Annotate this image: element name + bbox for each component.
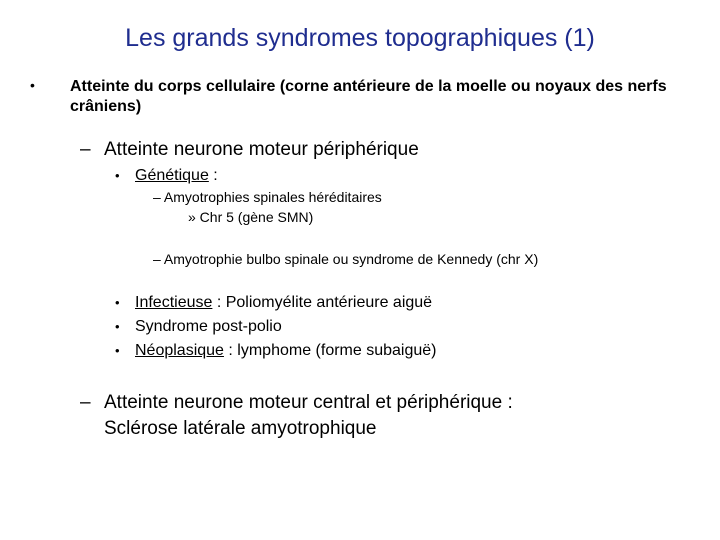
bullet-marker: • [115, 343, 120, 358]
item-genetique-text [135, 166, 218, 186]
item-postpolio-text: Syndrome post-polio [135, 318, 282, 335]
section-central-line2: Sclérose latérale amyotrophique [104, 418, 377, 439]
dash-marker: – [80, 392, 91, 413]
bullet-marker: • [115, 168, 120, 183]
item-infectieuse-text [135, 293, 432, 313]
sub-chr5: » Chr 5 (gène SMN) [188, 209, 314, 225]
neoplasique-label: Néoplasique [135, 342, 224, 359]
sub-amyotrophies-spinales: – Amyotrophies spinales héréditaires [153, 189, 382, 205]
slide-title: Les grands syndromes topographiques (1) [125, 24, 595, 52]
infectieuse-rest: : Poliomyélite antérieure aiguë [212, 294, 433, 311]
bullet-text: Atteinte du corps cellulaire (corne antérieure de la moelle ou noyaux des nerfs crâniens) [70, 78, 667, 115]
bullet-marker: • [115, 319, 120, 334]
bullet-marker: • [30, 77, 35, 93]
neoplasique-rest: : lymphome (forme subaiguë) [223, 342, 437, 359]
section-peripherique-title: Atteinte neurone moteur périphérique [104, 139, 419, 160]
section-central-line1: Atteinte neurone moteur central et périphérique : [104, 392, 513, 413]
genetique-suffix: : [208, 167, 218, 184]
item-neoplasique-text [135, 341, 436, 361]
genetique-label: Génétique [135, 167, 209, 184]
infectieuse-label: Infectieuse [135, 294, 213, 311]
bullet-marker: • [115, 295, 120, 310]
dash-marker: – [80, 139, 91, 160]
sub-kennedy: – Amyotrophie bulbo spinale ou syndrome de Kennedy (chr X) [153, 251, 539, 267]
